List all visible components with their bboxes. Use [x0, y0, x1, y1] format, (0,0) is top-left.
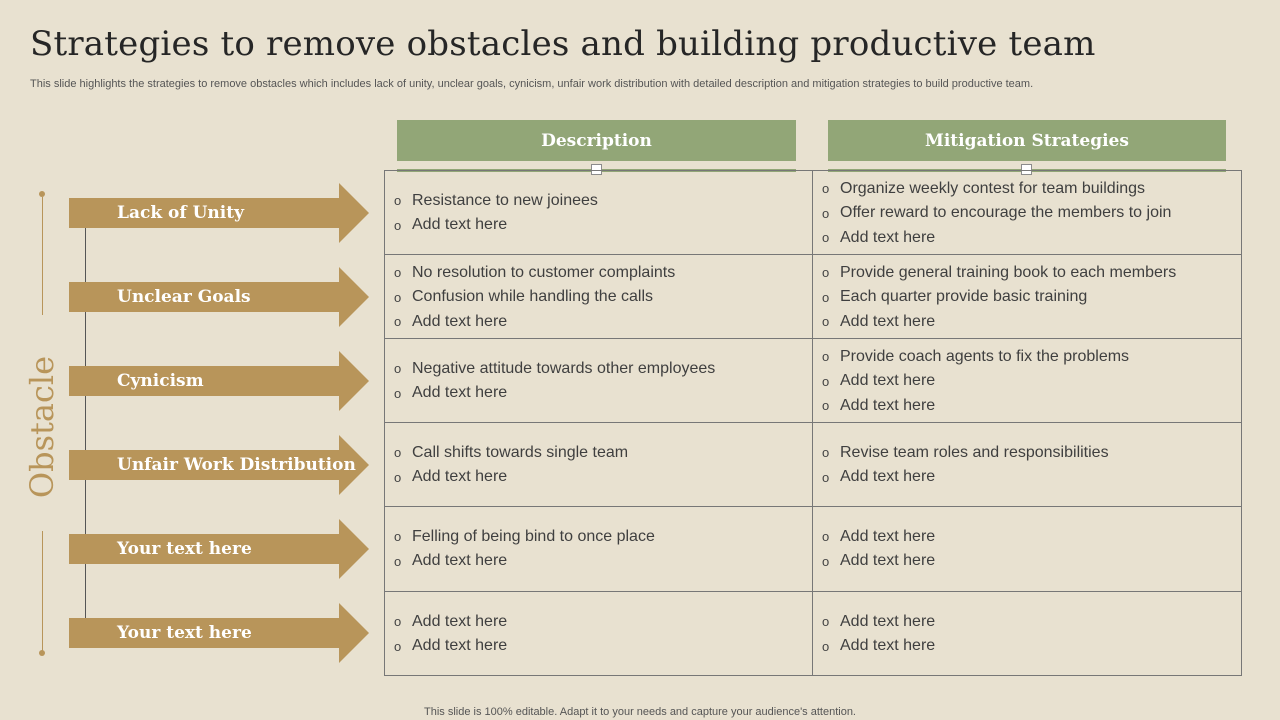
bullet-icon: o: [822, 445, 830, 461]
bullet-icon: o: [394, 553, 402, 569]
column-header-description: Description: [397, 120, 796, 161]
list-item-text: Confusion while handling the calls: [412, 288, 654, 305]
list-item: [394, 610, 804, 635]
list-item: [822, 260, 1232, 285]
mitigation-cell: [822, 255, 1232, 339]
bullet-icon: o: [394, 638, 402, 654]
list-item: [822, 465, 1232, 490]
page-subtitle: This slide highlights the strategies to remove obstacles which includes lack of unity, unclear goals, cynicism, unfair work distribution with detailed description and mitigation strategies to build productive team.: [30, 78, 1034, 90]
bullet-icon: o: [822, 205, 830, 221]
list-item: [822, 344, 1232, 369]
bullet-icon: o: [394, 361, 402, 377]
list-item: [822, 549, 1232, 574]
list-item: [394, 634, 804, 659]
bullet-icon: o: [822, 265, 830, 280]
list-item: [822, 441, 1232, 466]
bullet-icon: o: [394, 314, 402, 329]
list-item-text: Revise team roles and responsibilities: [840, 443, 1109, 461]
description-cell: [394, 507, 804, 591]
obstacle-label: Unclear Goals: [117, 287, 251, 307]
list-item: [394, 189, 804, 214]
list-item-text: Add text here: [840, 552, 936, 570]
bullet-icon: o: [822, 289, 830, 305]
description-cell: [394, 423, 804, 507]
footer-note: This slide is 100% editable. Adapt it to your needs and capture your audience's attention.: [424, 706, 856, 718]
list-item: [822, 393, 1232, 418]
list-item-text: Organize weekly contest for team buildings: [840, 179, 1146, 197]
list-item: [822, 369, 1232, 394]
bullet-icon: o: [822, 398, 830, 413]
column-header-mitigation: Mitigation Strategies: [828, 120, 1226, 161]
bullet-icon: o: [394, 445, 402, 461]
list-item-text: Add text here: [412, 552, 508, 570]
bullet-icon: o: [822, 230, 830, 245]
obstacle-arrow: [69, 183, 369, 243]
bullet-icon: o: [822, 349, 830, 364]
list-item-text: Offer reward to encourage the members to join: [840, 204, 1172, 221]
list-item: [394, 549, 804, 574]
timeline-dot-icon: [39, 650, 45, 656]
list-item: [822, 225, 1232, 250]
description-cell: [394, 592, 804, 676]
list-item-text: Add text here: [840, 372, 936, 389]
bullet-icon: o: [394, 217, 402, 233]
list-item: [822, 610, 1232, 635]
list-item-text: Add text here: [840, 637, 936, 655]
list-item-text: Add text here: [412, 637, 508, 655]
bullet-icon: o: [822, 529, 830, 545]
list-item: [394, 285, 804, 310]
list-item: [822, 309, 1232, 334]
description-cell: [394, 171, 804, 255]
list-item-text: Call shifts towards single team: [412, 443, 629, 461]
bullet-icon: o: [822, 469, 830, 485]
list-item: [822, 176, 1232, 201]
bullet-icon: o: [822, 614, 830, 630]
list-item: [394, 381, 804, 406]
list-item-text: Add text here: [840, 612, 936, 630]
list-item-text: Provide coach agents to fix the problems: [840, 347, 1130, 365]
bullet-icon: o: [394, 614, 402, 630]
timeline-line: [42, 531, 43, 651]
list-item: [822, 525, 1232, 550]
timeline-line: [42, 197, 43, 315]
bullet-icon: o: [394, 289, 402, 305]
obstacle-arrow: [69, 603, 369, 663]
bullet-icon: o: [394, 469, 402, 485]
list-item-text: Add text here: [840, 228, 936, 246]
list-item: [394, 213, 804, 238]
mitigation-cell: [822, 171, 1232, 255]
mitigation-cell: [822, 507, 1232, 591]
list-item-text: Add text here: [840, 468, 936, 486]
mitigation-cell: [822, 339, 1232, 423]
list-item-text: Add text here: [840, 396, 936, 414]
arrow-shape-icon: [69, 351, 369, 411]
list-item: [394, 525, 804, 550]
obstacle-arrow: [69, 519, 369, 579]
list-item-text: Provide general training book to each members: [840, 263, 1177, 281]
bullet-icon: o: [822, 638, 830, 654]
list-item: [822, 634, 1232, 659]
description-cell: [394, 339, 804, 423]
list-item-text: No resolution to customer complaints: [412, 263, 676, 281]
list-item: [822, 201, 1232, 226]
page-title: Strategies to remove obstacles and building productive team: [30, 24, 1096, 64]
list-item-text: Add text here: [412, 384, 508, 402]
bullet-icon: o: [822, 553, 830, 569]
obstacle-arrow: [69, 435, 369, 495]
bullet-icon: o: [822, 373, 830, 389]
mitigation-cell: [822, 592, 1232, 676]
list-item: [394, 441, 804, 466]
obstacle-arrow: [69, 267, 369, 327]
bullet-icon: o: [394, 193, 402, 209]
list-item-text: Add text here: [412, 312, 508, 330]
obstacle-label: Your text here: [117, 623, 252, 643]
list-item: [394, 309, 804, 334]
obstacle-side-label: Obstacle: [23, 355, 61, 499]
description-cell: [394, 255, 804, 339]
list-item-text: Add text here: [412, 216, 508, 234]
list-item-text: Felling of being bind to once place: [412, 527, 655, 545]
list-item: [394, 260, 804, 285]
obstacle-label: Cynicism: [117, 371, 204, 391]
list-item: [394, 357, 804, 382]
list-item: [822, 285, 1232, 310]
column-divider: [812, 170, 813, 676]
bullet-icon: o: [822, 314, 830, 329]
obstacle-label: Lack of Unity: [117, 203, 244, 223]
list-item-text: Add text here: [840, 527, 936, 545]
list-item: [394, 465, 804, 490]
list-item-text: Resistance to new joinees: [412, 191, 598, 209]
obstacle-label: Your text here: [117, 539, 252, 559]
list-item-text: Each quarter provide basic training: [840, 288, 1088, 305]
obstacle-label: Unfair Work Distribution: [117, 455, 356, 475]
bullet-icon: o: [394, 385, 402, 401]
list-item-text: Add text here: [412, 612, 508, 630]
mitigation-cell: [822, 423, 1232, 507]
list-item-text: Add text here: [412, 468, 508, 486]
bullet-icon: o: [394, 529, 402, 545]
bullet-icon: o: [394, 265, 402, 280]
list-item-text: Add text here: [840, 312, 936, 330]
bullet-icon: o: [822, 181, 830, 196]
obstacle-arrow: [69, 351, 369, 411]
list-item-text: Negative attitude towards other employees: [412, 359, 716, 377]
